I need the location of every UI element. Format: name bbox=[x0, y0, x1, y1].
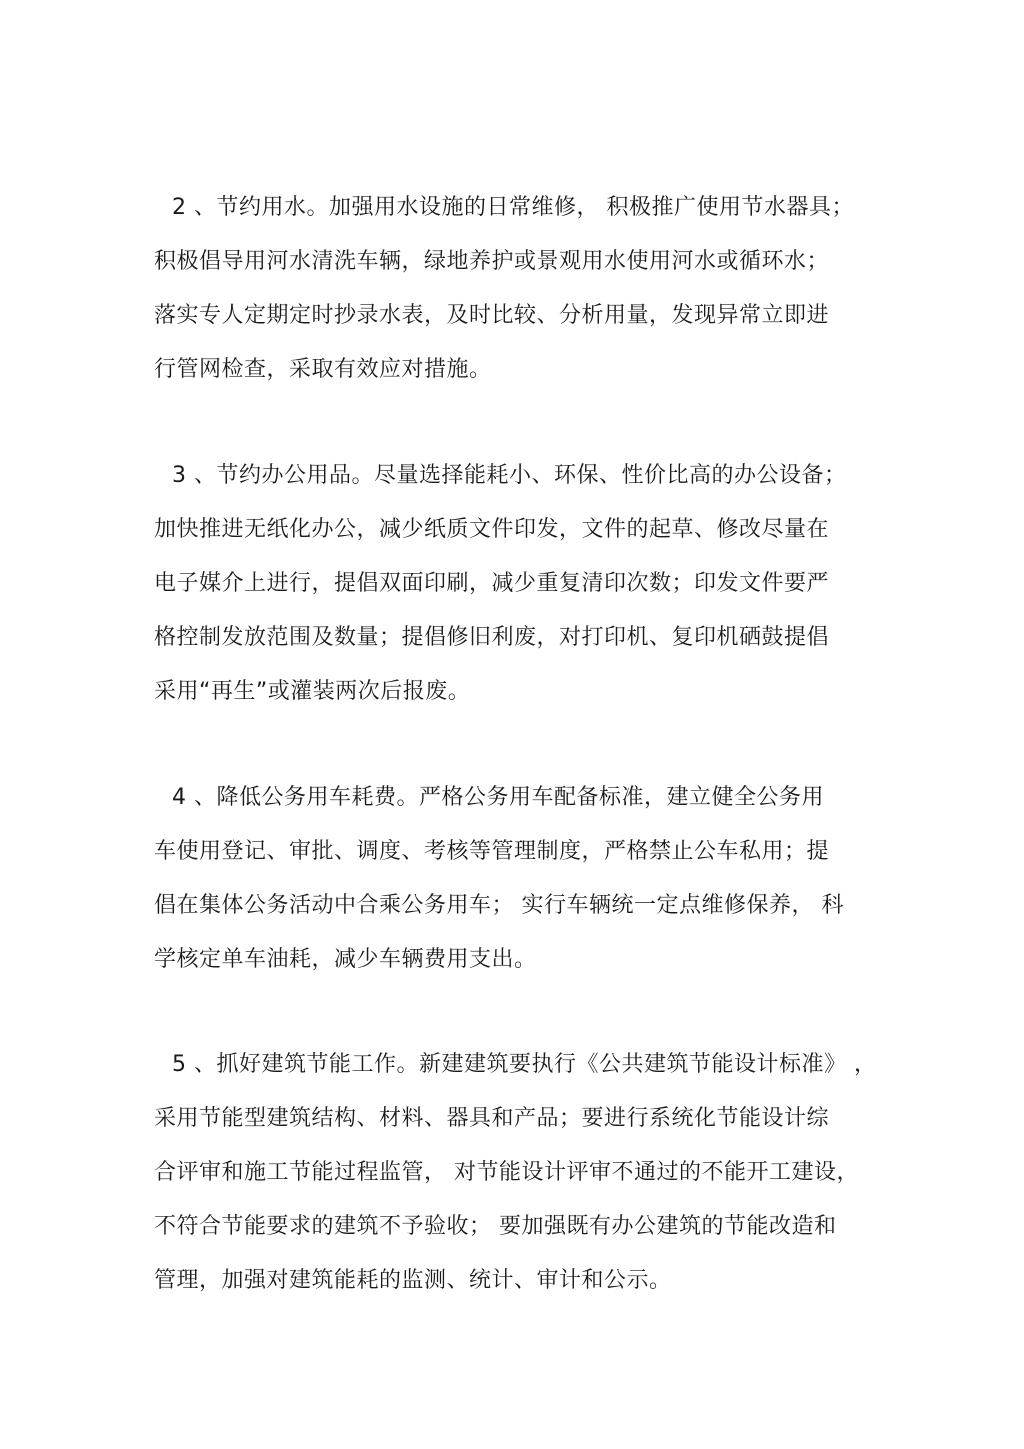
paragraph-line: 学核定单车油耗，减少车辆费用支出。 bbox=[154, 947, 537, 972]
paragraph-line: 采用节能型建筑结构、材料、器具和产品；要进行系统化节能设计综 bbox=[154, 1106, 830, 1131]
paragraph-line: 4 、降低公务用车耗费。严格公务用车配备标准，建立健全公务用 bbox=[172, 785, 824, 810]
paragraph-vehicle-costs bbox=[154, 771, 884, 987]
paragraph-line: 落实专人定期定时抄录水表，及时比较、分析用量，发现异常立即进 bbox=[154, 303, 830, 328]
paragraph-line: 5 、抓好建筑节能工作。新建建筑要执行《公共建筑节能设计标准》 ， bbox=[172, 1052, 877, 1077]
paragraph-building-energy bbox=[154, 1038, 884, 1308]
paragraph-office-supplies bbox=[154, 449, 884, 719]
paragraph-line: 3 、节约办公用品。尽量选择能耗小、环保、性价比高的办公设备； bbox=[172, 463, 847, 488]
paragraph-line: 倡在集体公务活动中合乘公务用车； 实行车辆统一定点维修保养， 科 bbox=[154, 893, 844, 918]
paragraph-line: 采用“再生”或灌装两次后报废。 bbox=[154, 679, 471, 704]
paragraph-line: 格控制发放范围及数量；提倡修旧利废，对打印机、复印机硒鼓提倡 bbox=[154, 625, 830, 650]
paragraph-line: 不符合节能要求的建筑不予验收； 要加强既有办公建筑的节能改造和 bbox=[154, 1214, 837, 1239]
paragraph-line: 车使用登记、审批、调度、考核等管理制度，严格禁止公车私用；提 bbox=[154, 839, 830, 864]
paragraph-line: 合评审和施工节能过程监管， 对节能设计评审不通过的不能开工建设， bbox=[154, 1160, 859, 1185]
paragraph-line: 管理，加强对建筑能耗的监测、统计、审计和公示。 bbox=[154, 1268, 672, 1293]
paragraph-line: 积极倡导用河水清洗车辆，绿地养护或景观用水使用河水或循环水； bbox=[154, 249, 830, 274]
paragraph-water-saving bbox=[154, 181, 884, 397]
paragraph-line: 加快推进无纸化办公，减少纸质文件印发，文件的起草、修改尽量在 bbox=[154, 517, 830, 542]
paragraph-line: 2 、节约用水。加强用水设施的日常维修， 积极推广使用节水器具； bbox=[172, 195, 854, 220]
paragraph-line: 电子媒介上进行，提倡双面印刷，减少重复清印次数；印发文件要严 bbox=[154, 571, 830, 596]
paragraph-line: 行管网检查，采取有效应对措施。 bbox=[154, 357, 492, 382]
